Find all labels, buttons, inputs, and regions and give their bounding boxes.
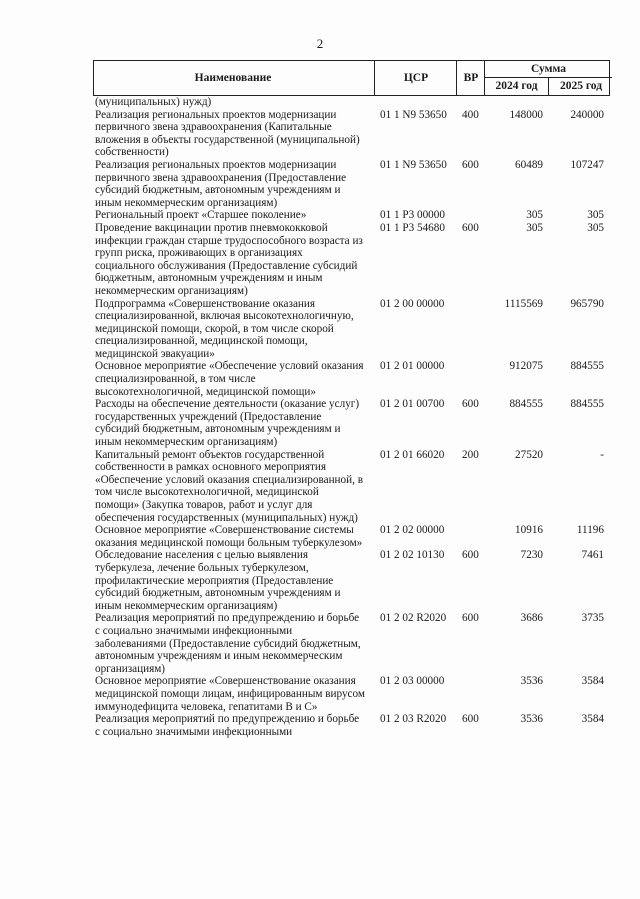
- row-sum-2024: 7230: [520, 549, 543, 562]
- table-body: [93, 96, 610, 738]
- row-name: Региональный проект «Старшее поколение»: [95, 209, 307, 222]
- row-sum-2025: 965790: [570, 297, 604, 310]
- row-sum-2024: 148000: [509, 108, 543, 121]
- table-row: [93, 449, 610, 525]
- row-name: Обследование населения с целью выявления туберкулеза, лечение больных туберкулезом, профилактические мероприятия (Предоставление субсидий бюджетным, автономным учреждениям и иным некоммерческим организациям): [95, 549, 341, 612]
- row-vr: 400: [462, 108, 479, 121]
- row-name: Реализация региональных проектов модернизации первичного звена здравоохранения (Предоставление субсидий бюджетным, автономным учреждениям и иным некоммерческим организациям): [95, 158, 347, 209]
- row-vr: 600: [462, 713, 479, 726]
- row-sum-2025: 305: [587, 209, 604, 222]
- row-csr: 01 1 N9 53650: [380, 108, 447, 121]
- row-sum-2025: 107247: [570, 158, 604, 171]
- row-name: Подпрограмма «Совершенствование оказания специализированной, включая высокотехнологичную, медицинской помощи, скорой, в том числе скорой специализированной, медицинской помощи, медицинской эвакуации»: [95, 297, 354, 360]
- row-sum-2025: 3584: [581, 713, 604, 726]
- header-csr: ЦСР: [374, 61, 457, 95]
- table-row: [93, 713, 610, 738]
- header-sum: [484, 61, 612, 95]
- row-name: (муниципальных) нужд): [95, 96, 212, 108]
- row-csr: 01 2 01 00700: [380, 398, 445, 411]
- row-name: Расходы на обеспечение деятельности (оказание услуг) государственных учреждений (Предоставление субсидий бюджетным, автономным учреждениям и иным некоммерческим организациям): [95, 398, 360, 449]
- row-csr: 01 2 02 R2020: [380, 612, 447, 625]
- row-vr: 600: [462, 221, 479, 234]
- row-sum-2024: 305: [526, 221, 543, 234]
- header-sum-label: Сумма: [485, 61, 612, 78]
- header-vr: ВР: [456, 61, 485, 95]
- table-row: [93, 159, 610, 209]
- row-sum-2025: -: [600, 448, 604, 461]
- header-name: Наименование: [194, 71, 272, 84]
- row-sum-2024: 305: [526, 209, 543, 222]
- budget-table: [93, 60, 610, 738]
- table-row: [93, 549, 610, 612]
- row-csr: 01 2 02 10130: [380, 549, 445, 562]
- table-row: [93, 222, 610, 298]
- row-sum-2025: 3584: [581, 675, 604, 688]
- row-csr: 01 2 01 00000: [380, 360, 445, 373]
- row-vr: 600: [462, 158, 479, 171]
- row-csr: 01 1 P3 54680: [380, 221, 445, 234]
- row-sum-2024: 1115569: [504, 297, 543, 310]
- row-sum-2024: 3686: [520, 612, 543, 625]
- table-row: [93, 96, 610, 109]
- row-sum-2024: 27520: [515, 448, 543, 461]
- row-name: Основное мероприятие «Обеспечение условий оказания специализированной, в том числе высокотехнологичной, медицинской помощи»: [95, 360, 364, 398]
- row-vr: 600: [462, 398, 479, 411]
- table-row: [93, 524, 610, 549]
- table-row: [93, 398, 610, 448]
- table-row: [93, 612, 610, 675]
- table-row: [93, 209, 610, 222]
- row-name: Капитальный ремонт объектов государственной собственности в рамках основного мероприятия «Обеспечение условий оказания специализированной, в том числе высокотехнологичной, медицинской помощи» (Закупка товаров, работ и услуг для обеспечения государственных (муниципальных) нужд): [95, 448, 363, 524]
- row-name: Основное мероприятие «Совершенствование системы оказания медицинской помощи больным туберкулезом»: [95, 524, 363, 549]
- row-sum-2025: 3735: [581, 612, 604, 625]
- row-sum-2024: 10916: [515, 524, 543, 537]
- row-sum-2024: 3536: [520, 675, 543, 688]
- row-sum-2025: 884555: [570, 398, 604, 411]
- table-row: [93, 109, 610, 159]
- row-csr: 01 2 02 00000: [380, 524, 445, 537]
- table-row: [93, 298, 610, 361]
- row-csr: 01 2 01 66020: [380, 448, 445, 461]
- row-sum-2024: 884555: [509, 398, 543, 411]
- row-sum-2025: 11196: [576, 524, 604, 537]
- row-sum-2024: 3536: [520, 713, 543, 726]
- header-year-2025: 2025 год: [548, 78, 613, 95]
- row-sum-2025: 305: [587, 221, 604, 234]
- row-csr: 01 2 03 00000: [380, 675, 445, 688]
- page-number: 2: [316, 36, 324, 51]
- row-sum-2024: 60489: [515, 158, 543, 171]
- row-csr: 01 1 P3 00000: [380, 209, 445, 222]
- row-vr: 600: [462, 549, 479, 562]
- row-vr: 200: [462, 448, 479, 461]
- header-year-2024: 2024 год: [495, 80, 538, 92]
- row-csr: 01 2 00 00000: [380, 297, 445, 310]
- row-name: Реализация мероприятий по предупреждению и борьбе с социально значимыми инфекционными: [95, 713, 360, 738]
- table-row: [93, 675, 610, 713]
- row-vr: 600: [462, 612, 479, 625]
- table-row: [93, 360, 610, 398]
- row-name: Основное мероприятие «Совершенствование оказания медицинской помощи лицам, инфицированным вирусом иммунодефицита человека, гепатитами В и С»: [95, 675, 365, 713]
- row-name: Проведение вакцинации против пневмококковой инфекции граждан старше трудоспособного возраста из групп риска, проживающих в организациях социального обслуживания (Предоставление субсидий бюджетным, автономным учреждениям и иным некоммерческим организациям): [95, 221, 363, 297]
- table-header: [93, 60, 610, 96]
- row-sum-2025: 240000: [570, 108, 604, 121]
- row-csr: 01 2 03 R2020: [380, 713, 447, 726]
- row-csr: 01 1 N9 53650: [380, 158, 447, 171]
- row-sum-2024: 912075: [509, 360, 543, 373]
- row-sum-2025: 7461: [581, 549, 604, 562]
- row-sum-2025: 884555: [570, 360, 604, 373]
- row-name: Реализация региональных проектов модернизации первичного звена здравоохранения (Капитальные вложения в объекты государственной (муниципальной) собственности): [95, 108, 360, 159]
- row-name: Реализация мероприятий по предупреждению и борьбе с социально значимыми инфекционными заболеваниями (Предоставление субсидий бюджетным, автономным учреждениям и иным некоммерческим организациям): [95, 612, 361, 675]
